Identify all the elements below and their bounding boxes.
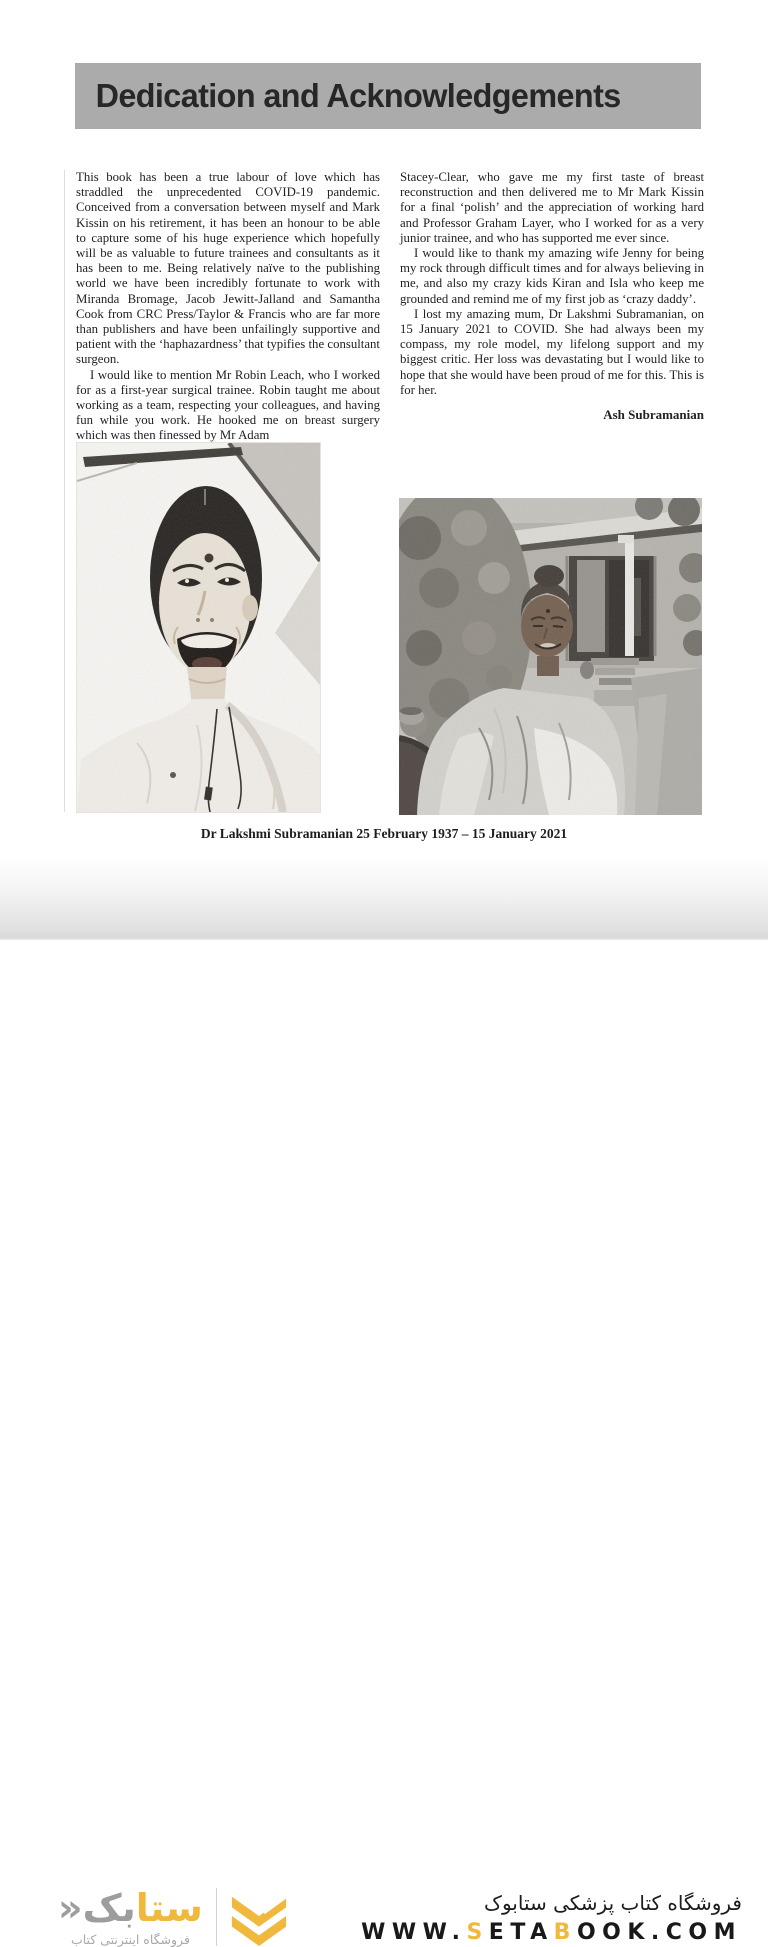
url-segment-gold: B: [553, 1920, 577, 1945]
body-paragraph: This book has been a true labour of love which has straddled the unprecedented COVID-19 pandemic. Conceived from a conversation between myself and Mark Kissin on his retirement, it has been an honour to be able to capture some of his huge experience which hopefully will be as valuable to future trainees and consultants as it has been to me. Being relatively naïve to the publishing world we have been incredibly fortunate to work with Miranda Bromage, Jacob Jewitt-Jalland and Samantha Cook from CRC Press/Taylor & Francis who are far more than publishers and have been unfailingly supportive and patient with the ‘haphazardness’ that typifies the consultant surgeon.: [76, 170, 380, 367]
article-right-column: [400, 170, 704, 444]
article-columns: [76, 170, 704, 444]
store-tagline: فروشگاه کتاب پزشکی ستابوک: [484, 1891, 742, 1915]
photo-older-lakshmi: [399, 498, 702, 815]
url-segment: WWW.: [361, 1920, 467, 1945]
body-paragraph: Stacey-Clear, who gave me my first taste of breast reconstruction and then delivered me to Mr Mark Kissin for a final ‘polish’ and the appreciation of working hard and Professor Graham Layer, who I worked for as a very junior trainee, and who has supported me ever since.: [400, 170, 704, 245]
logo-divider: [216, 1888, 217, 1946]
url-segment: OOK.COM: [576, 1920, 742, 1945]
setabook-chevron-emblem-icon: [230, 1887, 288, 1947]
article-left-column: [76, 170, 380, 444]
logo-wordmark-gold: ستا: [135, 1886, 203, 1930]
author-signature: Ash Subramanian: [603, 407, 704, 423]
url-segment-gold: S: [466, 1920, 489, 1945]
footer-watermark: [0, 940, 768, 1947]
body-paragraph: I would like to thank my amazing wife Jenny for being my rock through difficult times and for always believing in me, and also my crazy kids Kiran and Isla who keep me grounded and remind me of my first job as ‘crazy daddy’.: [400, 246, 704, 306]
photo-young-lakshmi: [77, 443, 320, 812]
scan-edge-line: [64, 170, 65, 812]
footer-store-info: [361, 1890, 742, 1945]
body-paragraph: I lost my amazing mum, Dr Lakshmi Subramanian, on 15 January 2021 to COVID. She had always been my compass, my role model, my lifelong support and my biggest critic. Her loss was devastating but I would like to hope that she would have been proud of me for this. This is for her.: [400, 306, 704, 397]
page-title: Dedication and Acknowledgements: [95, 77, 621, 114]
url-segment: ETA: [488, 1920, 554, 1945]
title-banner: [75, 63, 701, 129]
logo-subtitle: فروشگاه اینترنتی کتاب: [70, 1932, 190, 1947]
photo-older-lakshmi-image: [399, 498, 702, 815]
store-url: [361, 1920, 742, 1945]
body-paragraph: I would like to mention Mr Robin Leach, who I worked for as a first-year surgical trainee. Robin taught me about working as a team, respecting your colleagues, and having fun while you work. He hooked me on breast surgery which was then finessed by Mr Adam: [76, 367, 380, 443]
logo-wordmark-gray: بک: [82, 1886, 136, 1930]
setabook-logo: [58, 1887, 288, 1947]
page-bottom-shadow: [0, 858, 768, 940]
double-chevron-left-icon: «: [58, 1886, 83, 1930]
logo-wordmark: [58, 1887, 203, 1929]
logo-wordmark-block: [58, 1887, 203, 1947]
photo-caption: Dr Lakshmi Subramanian 25 February 1937 – 15 January 2021: [200, 826, 568, 841]
photo-young-lakshmi-image: [77, 443, 320, 812]
